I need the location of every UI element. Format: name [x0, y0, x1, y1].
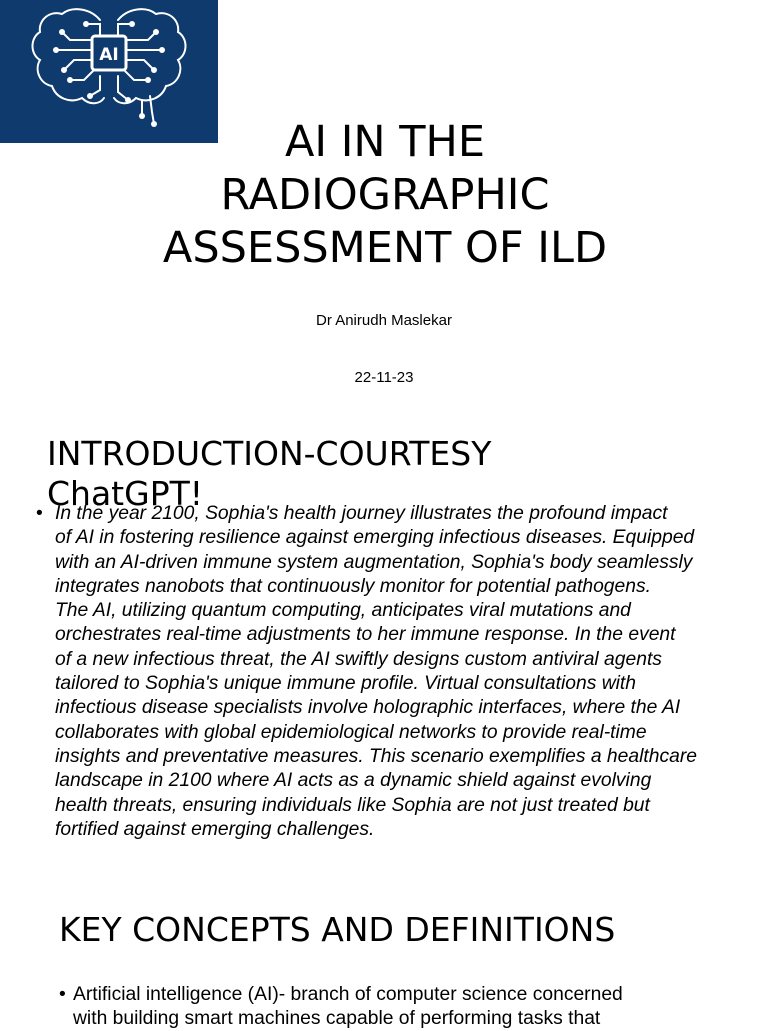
intro-heading-line: INTRODUCTION-COURTESY [47, 434, 492, 473]
key-concepts-line: Artificial intelligence (AI)- branch of computer science concerned [73, 984, 623, 1005]
intro-line: orchestrates real-time adjustments to her immune response. In the event [55, 624, 676, 646]
author-name: Dr Anirudh Maslekar [316, 312, 452, 329]
intro-line: of a new infectious threat, the AI swiftly designs custom antiviral agents [55, 648, 662, 670]
intro-line: landscape in 2100 where AI acts as a dynamic shield against evolving [55, 770, 652, 792]
title-line: ASSESSMENT OF ILD [162, 223, 608, 273]
intro-line: integrates nanobots that continuously monitor for potential pathogens. [55, 575, 651, 597]
presentation-date: 22-11-23 [354, 369, 414, 386]
intro-line: tailored to Sophia's unique immune profile. Virtual consultations with [55, 673, 637, 695]
intro-line: collaborates with global epidemiological networks to provide real-time [55, 721, 647, 743]
key-concepts-line: with building smart machines capable of performing tasks that [73, 1008, 601, 1029]
key-concepts-heading: KEY CONCEPTS AND DEFINITIONS [59, 910, 616, 949]
intro-line: insights and preventative measures. This scenario exemplifies a healthcare [55, 745, 697, 767]
intro-line: In the year 2100, Sophia's health journey illustrates the profound impact [55, 503, 668, 524]
intro-bullet-paragraph [36, 502, 736, 842]
intro-line: The AI, utilizing quantum computing, anticipates viral mutations and [55, 600, 631, 622]
intro-text [36, 502, 736, 842]
intro-line: health threats, ensuring individuals like Sophia are not just treated but [55, 794, 650, 816]
intro-heading-line: ChatGPT! [47, 474, 203, 513]
title-line: AI IN THE [284, 117, 486, 167]
bullet-marker: • [36, 503, 43, 524]
logo-ai-text: AI [99, 45, 119, 65]
title-line: RADIOGRAPHIC [220, 170, 550, 220]
intro-line: infectious disease specialists involve holographic interfaces, where the AI [55, 697, 681, 719]
intro-line: of AI in fostering resilience against emerging infectious diseases. Equipped [55, 527, 695, 549]
bullet-marker: • [59, 984, 66, 1005]
page-title [100, 116, 670, 275]
intro-line: fortified against emerging challenges. [55, 818, 375, 840]
intro-line: with an AI-driven immune system augmentation, Sophia's body seamlessly [55, 551, 693, 573]
